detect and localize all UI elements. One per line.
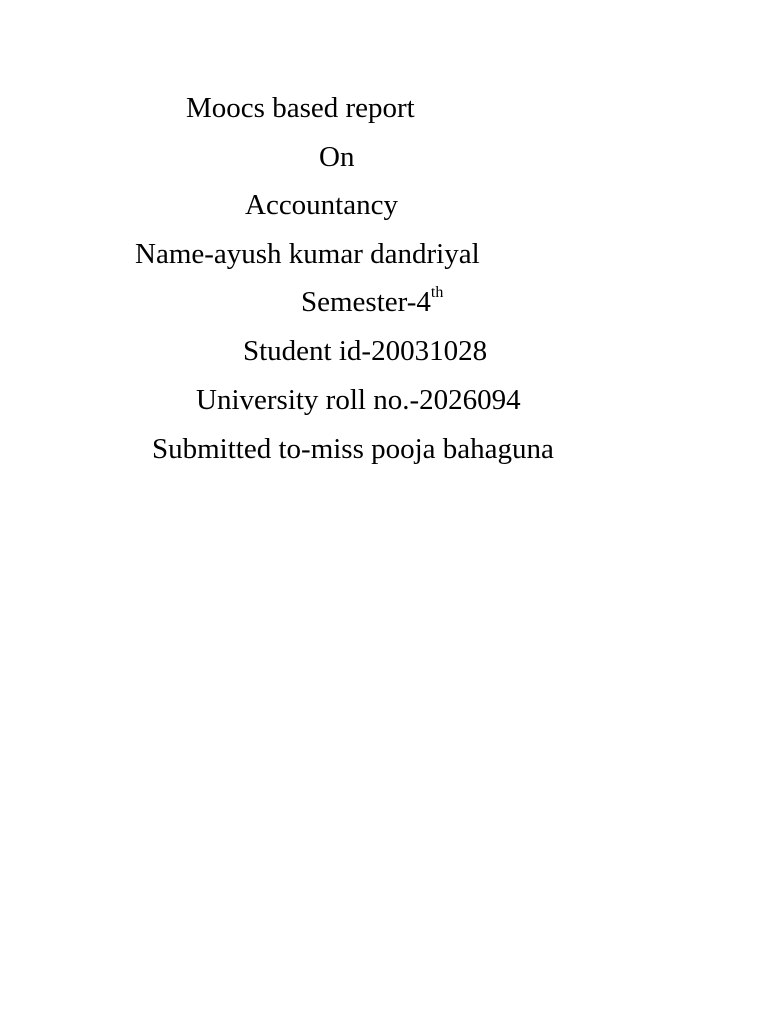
on-label: On (319, 141, 355, 173)
semester-suffix: th (430, 284, 444, 302)
submitted-to: Submitted to-miss pooja bahaguna (152, 433, 554, 465)
university-roll-number: University roll no.-2026094 (196, 384, 521, 416)
student-name: Name-ayush kumar dandriyal (135, 238, 480, 270)
semester-text: Semester-4 (301, 286, 431, 318)
semester-line (301, 285, 443, 319)
report-title: Moocs based report (186, 92, 415, 124)
subject-title: Accountancy (245, 189, 398, 221)
student-id: Student id-20031028 (243, 335, 488, 367)
